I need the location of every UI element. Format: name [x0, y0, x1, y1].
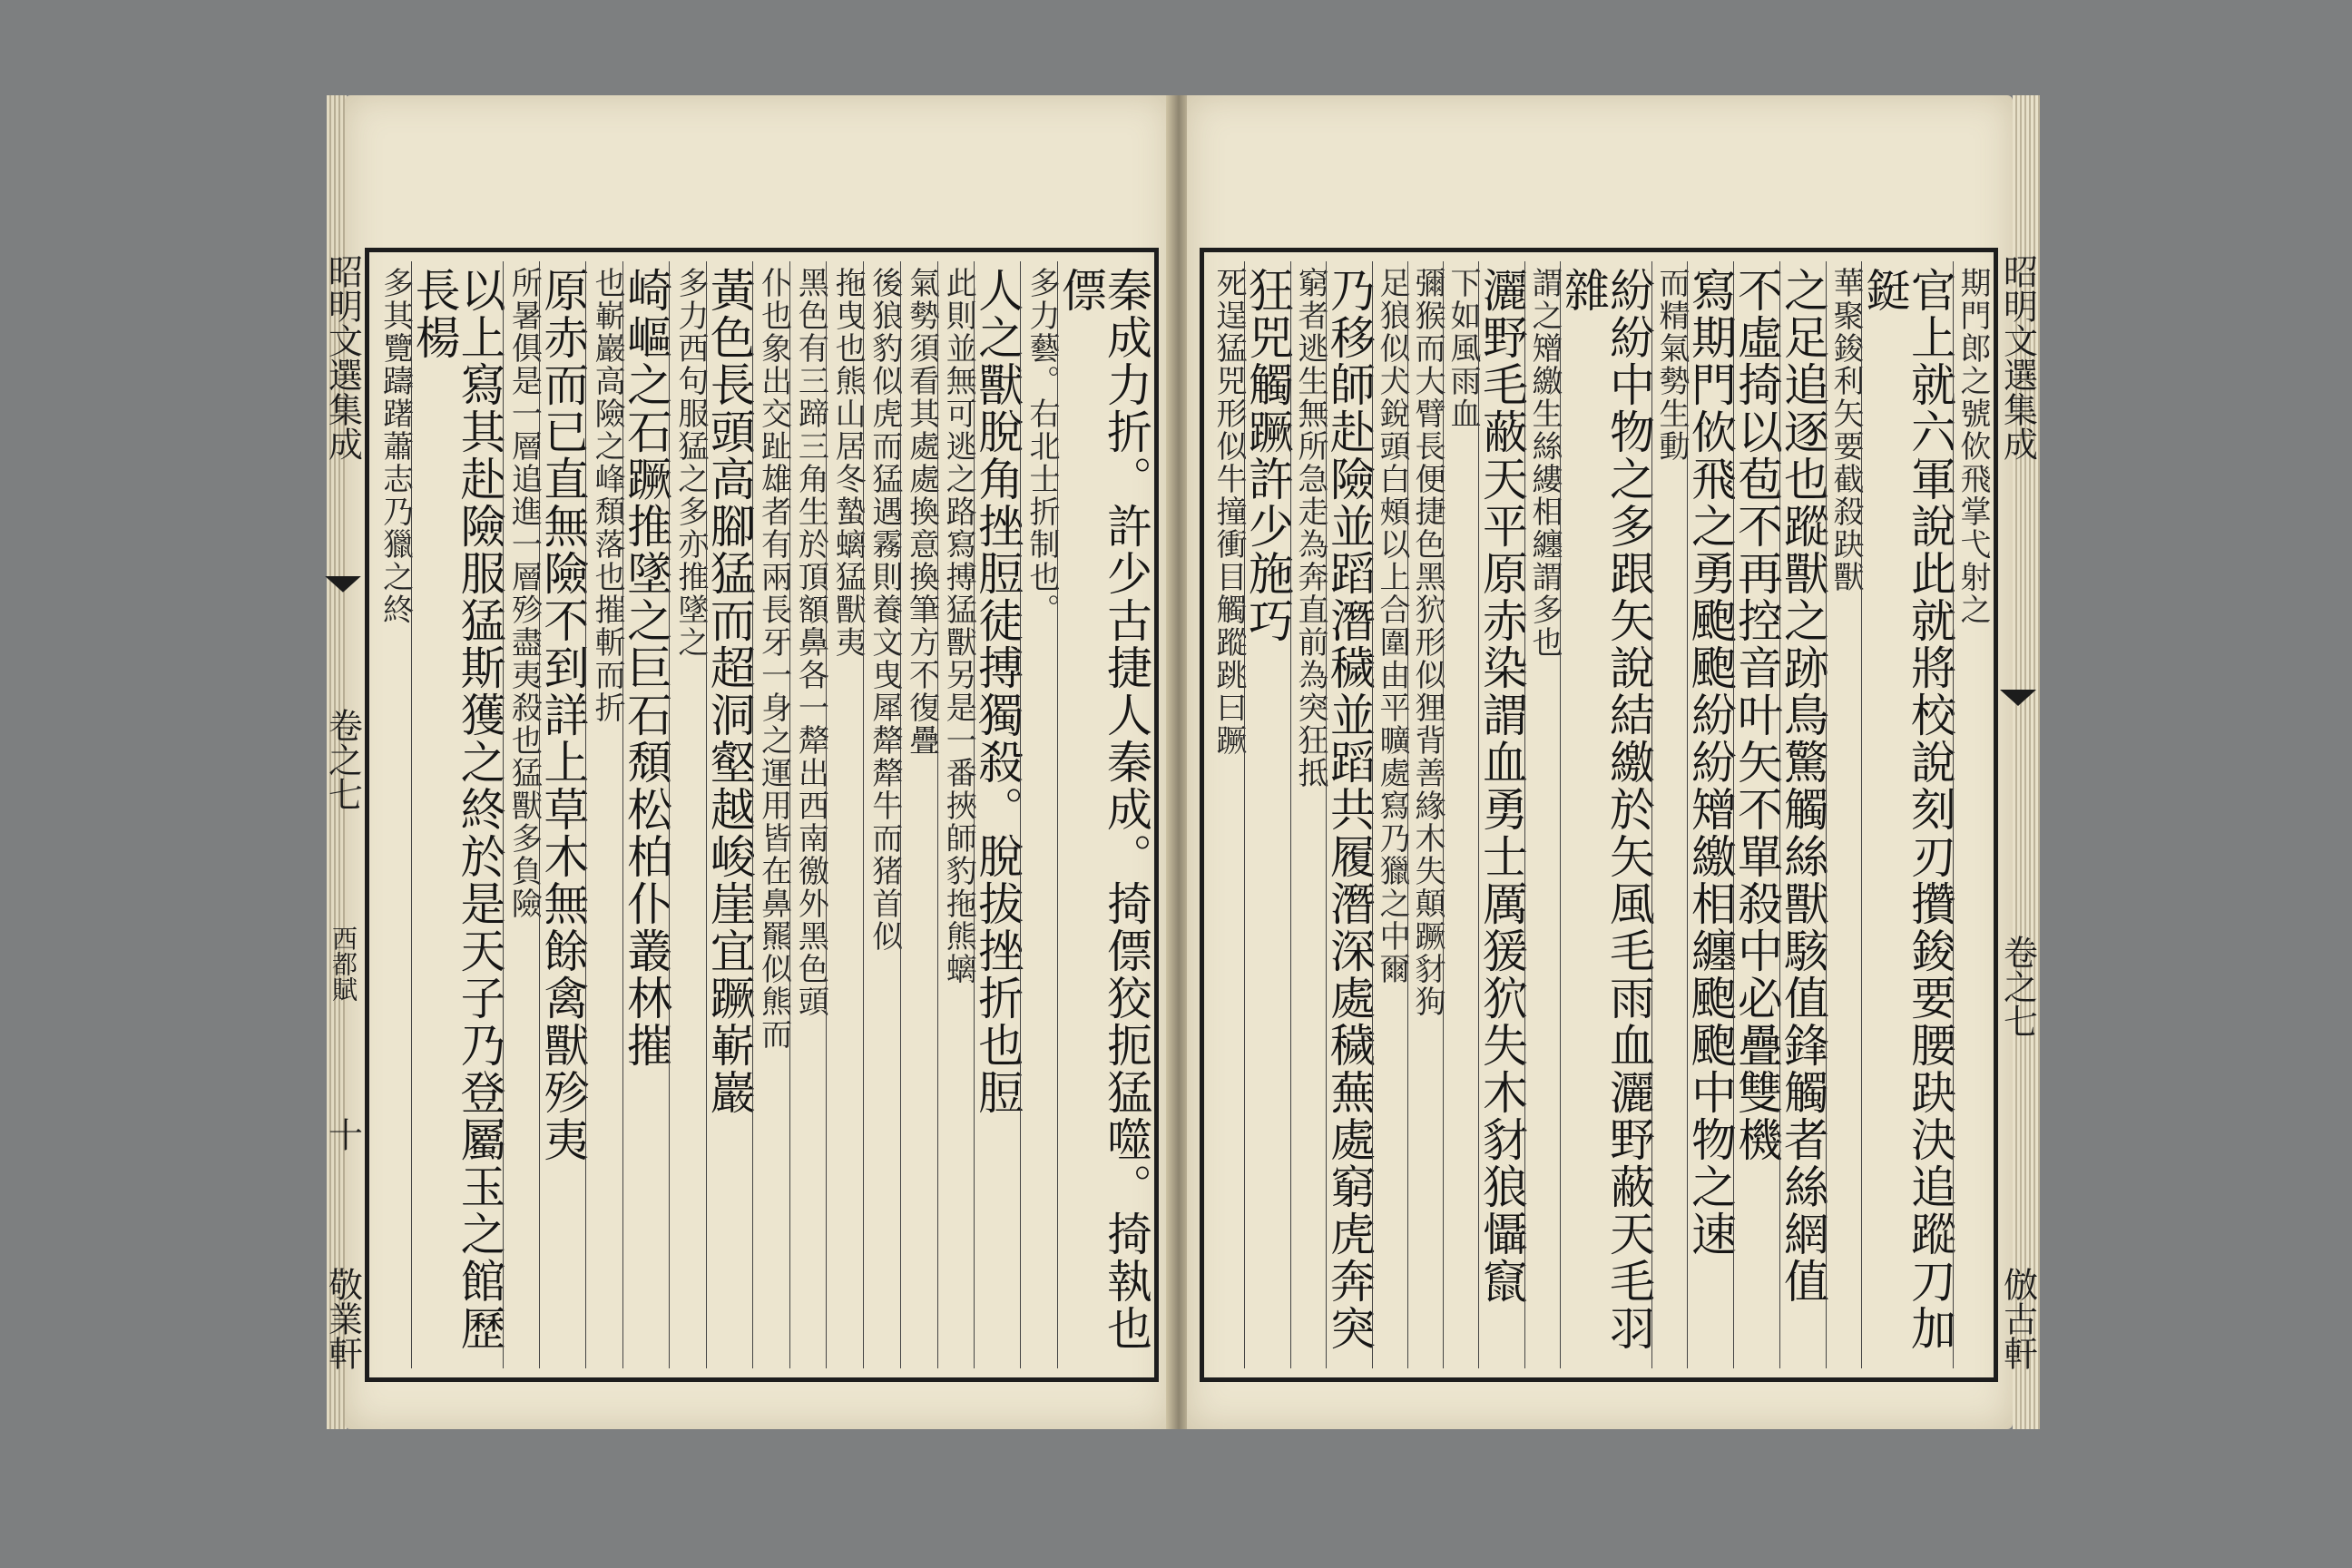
text-column: 黑色有三蹄三角生於頂額鼻各一犛出西南徼外黑色頭 [789, 261, 827, 1368]
left-margin-section: 西都賦 [328, 926, 358, 1003]
right-margin-header [1998, 254, 2038, 1370]
text-column: 也嶄巖高險之峰頹落也摧斬而折 [585, 261, 622, 1368]
text-column: 以上寫其赴險服猛斯獲之終於是天子乃登屬玉之館歷長楊 [411, 261, 503, 1368]
text-column: 之足追逐也蹤獸之跡鳥驚觸絲獸駭值鋒觸者絲網值 [1779, 261, 1826, 1368]
text-column: 所暑俱是一層追進一層殄盡夷殺也猛獸多負險 [503, 261, 540, 1368]
right-margin-volume: 卷之七 [1997, 935, 2038, 1038]
text-column: 官上就六軍說此就將校說刻刃攢鋑要腰趹決追蹤刀加鋌 [1861, 261, 1953, 1368]
open-book [322, 77, 2042, 1438]
text-column: 紛紛中物之多跟矢說結繳於矢風毛雨血灑野蔽天毛羽雜 [1560, 261, 1651, 1368]
text-column: 多力西句服猛之多亦推墜之 [669, 261, 706, 1368]
text-column: 氣勢須看其處處換意換筆方不復疊 [900, 261, 937, 1368]
text-column: 謂之矰繳生絲縷相纏謂多也 [1524, 261, 1560, 1368]
text-column: 死逞猛兕形似牛撞衝目觸蹤跳曰蹶 [1210, 267, 1247, 757]
text-column: 狂兕觸蹶許少施巧 [1244, 261, 1290, 1368]
text-column: 不虛掎以苞不再控音叶矢不單殺中必疊雙機 [1733, 261, 1779, 1368]
text-column: 多力藝。右北士折制也。 [1020, 261, 1057, 1368]
text-column: 華聚鋑利矢要截殺趹獸 [1826, 261, 1861, 1368]
text-column: 崎嶇之石蹶推墜之巨石頹松柏仆叢林摧 [622, 261, 669, 1368]
text-column: 秦成力折。許少古捷人秦成。掎僄狡扼猛噬。掎執也僄 [1057, 261, 1149, 1368]
text-column: 此則並無可逃之路寫搏猛獸另是一番挾師豹拖熊螭 [937, 261, 975, 1368]
text-column: 原赤而已直無險不到詳上草木無餘禽獸殄夷 [539, 261, 585, 1368]
fish-tail-mark [325, 576, 361, 593]
text-column: 窮者逃生無所急走為奔直前為突狂抵 [1290, 261, 1326, 1368]
left-text-frame [365, 248, 1159, 1382]
left-columns [375, 261, 1152, 1368]
right-margin-title: 昭明文選集成 [1997, 254, 2038, 461]
text-column: 多其覽躊躇蕭志乃獵之終 [377, 267, 414, 626]
text-column: 黃色長頭高腳猛而超洞壑越峻崖宜蹶嶄巖 [706, 261, 752, 1368]
text-column: 後狼豹似虎而猛遇霧則養文曳犀犛犛牛而猪首似 [863, 261, 900, 1368]
fish-tail-mark [2000, 690, 2036, 706]
text-column: 而精氣勢生動 [1651, 261, 1687, 1368]
text-column: 人之獸脫角挫脰徒搏獨殺。脫拔挫折也脰 [974, 261, 1020, 1368]
text-column: 乃移師赴險並蹈潛穢並蹈共履潛深處穢蕪處窮虎奔突 [1326, 261, 1372, 1368]
text-column: 灑野毛蔽天平原赤染謂血勇士厲猨狖失木豺狼懾竄 [1478, 261, 1524, 1368]
text-column: 彌猴而大臂長便捷色黑狖形似狸背善緣木失顛蹶豺狗 [1407, 261, 1443, 1368]
text-column: 拖曳也熊山居冬蟄螭猛獸夷 [826, 261, 863, 1368]
text-column: 仆也象出交趾雄者有兩長牙一身之運用皆在鼻羆似熊而 [752, 261, 789, 1368]
left-margin-page: 十 [322, 1117, 363, 1152]
text-column: 足狼似犬銳頭白頰以上合圍由平曠處寫乃獵之中爾 [1372, 261, 1407, 1368]
text-column: 下如風雨血 [1443, 261, 1478, 1368]
text-column: 寫期門佽飛之勇颮颮紛紛矰繳相纏颮颮中物之速 [1687, 261, 1733, 1368]
left-margin-title: 昭明文選集成 [322, 254, 363, 461]
text-column: 期門郎之號佽飛掌弋射之 [1953, 261, 1988, 1368]
right-text-frame [1200, 248, 1998, 1382]
left-margin-header [323, 254, 363, 1370]
right-margin-publisher: 倣古軒 [1997, 1267, 2038, 1370]
right-columns [1210, 261, 1991, 1368]
left-margin-publisher: 敬業軒 [322, 1266, 363, 1370]
left-margin-volume: 卷之七 [322, 707, 363, 811]
